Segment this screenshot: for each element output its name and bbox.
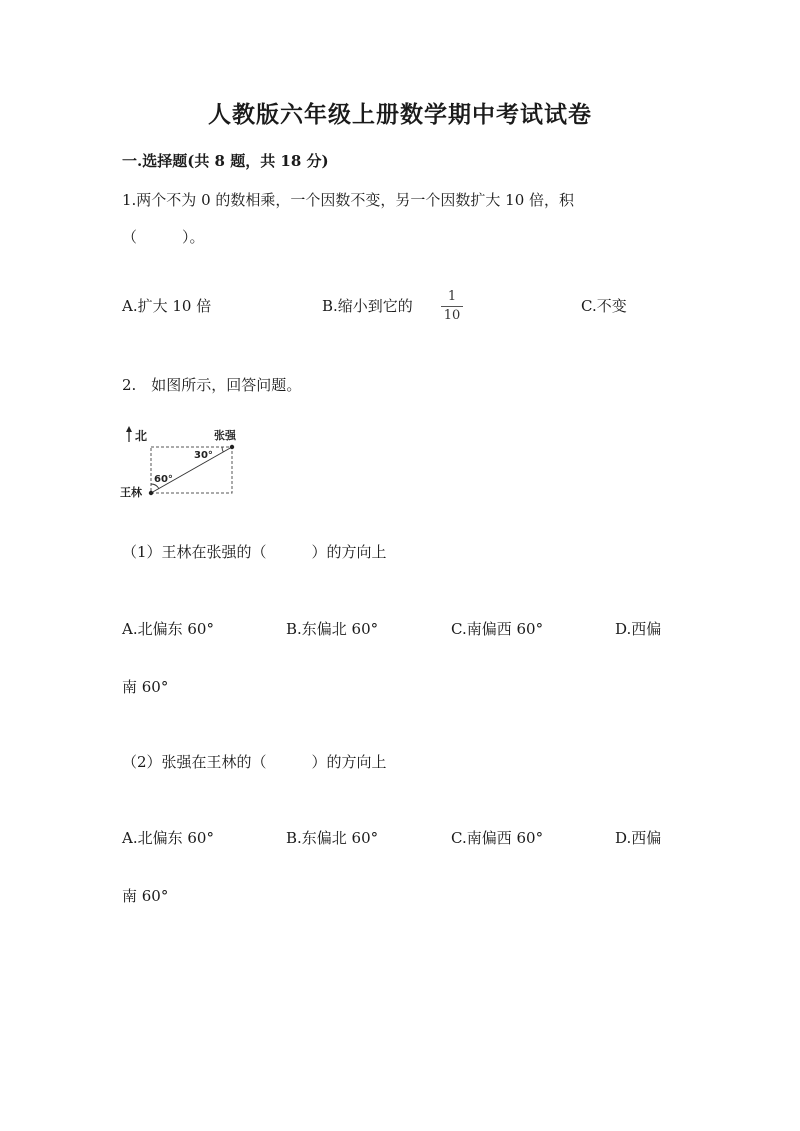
- q1-option-a: A.扩大 10 倍: [122, 297, 212, 315]
- connecting-line: [151, 447, 232, 493]
- angle-arc-top: [222, 447, 223, 452]
- fraction-numerator: 1: [447, 289, 457, 304]
- q1-option-b: B.缩小到它的: [322, 297, 413, 315]
- q2-sub1-option-d-cont: 南 60°: [122, 678, 169, 696]
- q1-option-c: C.不变: [581, 297, 627, 315]
- q1-stem-line1: 1.两个不为 0 的数相乘，一个因数不变，另一个因数扩大 10 倍，积: [122, 191, 575, 209]
- wanglin-point: [149, 491, 153, 495]
- q2-sub2-option-d-cont: 南 60°: [122, 887, 169, 905]
- q2-sub2-stem: （2）张强在王林的（ ）的方向上: [122, 753, 387, 771]
- north-label: 北: [135, 429, 148, 443]
- section-heading: 一.选择题(共 8 题，共 18 分): [122, 152, 329, 170]
- q2-sub2-option-a: A.北偏东 60°: [122, 829, 214, 847]
- direction-figure: [118, 418, 258, 506]
- angle-top-label: 30°: [194, 450, 213, 461]
- q2-sub1-stem: （1）王林在张强的（ ）的方向上: [122, 543, 387, 561]
- q2-sub1-option-a: A.北偏东 60°: [122, 620, 214, 638]
- q1-stem-line2: （ ）。: [122, 228, 205, 246]
- person-b-label: 王林: [120, 486, 142, 499]
- fraction-denominator: 10: [443, 308, 461, 323]
- q2-sub1-option-d: D.西偏: [615, 620, 662, 638]
- q2-sub2-option-d: D.西偏: [615, 829, 662, 847]
- q2-sub1-option-c: C.南偏西 60°: [451, 620, 544, 638]
- angle-bottom-label: 60°: [154, 474, 173, 485]
- fraction-bar: [441, 306, 463, 307]
- q2-stem: 2. 如图所示，回答问题。: [122, 376, 302, 394]
- q1-option-b-fraction: [441, 289, 463, 324]
- q2-sub2-option-c: C.南偏西 60°: [451, 829, 544, 847]
- zhangqiang-point: [230, 445, 234, 449]
- person-a-label: 张强: [214, 429, 236, 442]
- north-arrow-head-icon: [126, 426, 132, 432]
- q2-sub1-option-b: B.东偏北 60°: [286, 620, 379, 638]
- q2-sub2-option-b: B.东偏北 60°: [286, 829, 379, 847]
- page-title: 人教版六年级上册数学期中考试试卷: [208, 101, 592, 128]
